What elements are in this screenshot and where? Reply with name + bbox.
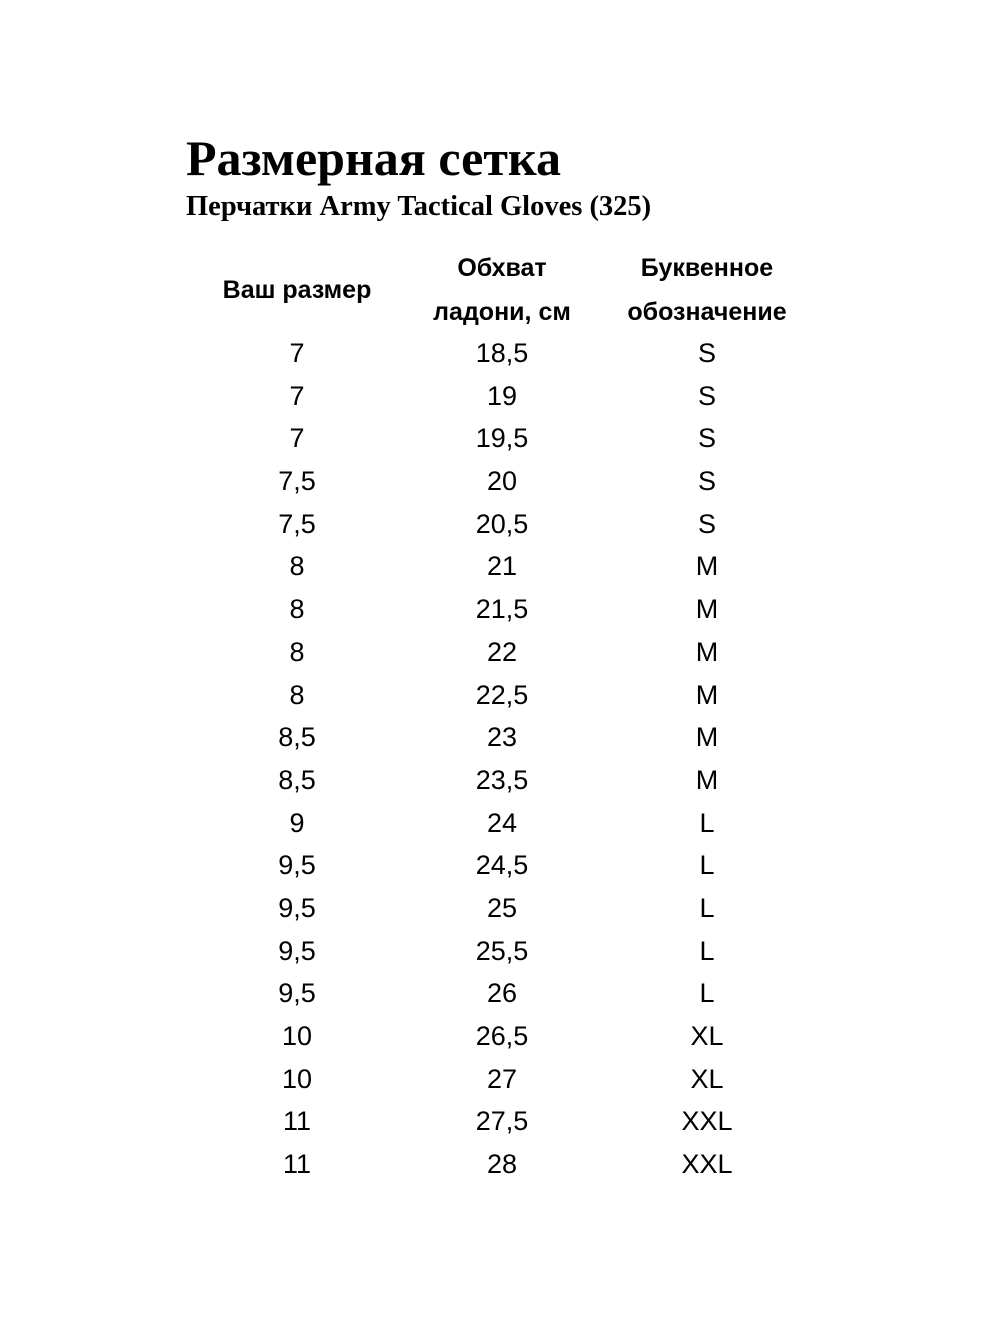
cell-girth: 21,5 [475,594,529,625]
table-row [0,545,1000,588]
column-header-letter-line2: обозначение [627,298,787,326]
table-row [0,1100,1000,1143]
cell-girth: 20,5 [475,508,529,539]
cell-letter: L [699,892,715,923]
cell-size: 11 [282,1106,312,1137]
cell-letter: S [697,466,716,497]
table-row [0,1015,1000,1058]
cell-letter: S [697,423,716,454]
table-row [0,674,1000,717]
table-row [0,1143,1000,1186]
cell-letter: L [699,978,715,1009]
cell-girth: 26,5 [475,1021,529,1051]
table-row [0,375,1000,418]
column-header-size [223,268,372,312]
cell-letter: M [695,551,719,582]
cell-girth: 23,5 [475,764,529,795]
cell-letter: M [695,594,719,625]
cell-size: 10 [281,1063,313,1094]
cell-girth: 24 [486,807,518,838]
table-row [0,759,1000,802]
cell-letter: S [697,338,716,368]
table-row [0,972,1000,1015]
page-title: Размерная сетка [186,130,561,186]
page-subtitle: Перчатки Army Tactical Gloves (325) [186,191,652,222]
cell-girth: 20 [486,466,518,497]
cell-girth: 25 [486,892,518,923]
cell-letter: M [695,636,719,667]
cell-size: 8 [289,594,305,625]
table-row [0,844,1000,887]
column-header-girth-line1: Обхват [457,254,547,282]
cell-size: 10 [281,1021,313,1051]
table-row [0,1058,1000,1101]
cell-letter: XXL [681,1149,733,1180]
cell-girth: 28 [486,1149,518,1180]
table-row [0,417,1000,460]
cell-size: 11 [282,1149,312,1180]
cell-girth: 22,5 [475,679,529,710]
table-row [0,631,1000,674]
column-header-letter-line1: Буквенное [640,254,774,282]
cell-letter: M [695,764,719,795]
cell-size: 9,5 [278,892,316,923]
cell-letter: L [699,807,715,838]
cell-girth: 22 [486,636,518,667]
cell-size: 9 [289,807,305,838]
cell-letter: XL [690,1021,724,1051]
size-table-body [0,332,1000,1186]
cell-size: 7 [289,380,305,411]
column-header-girth [433,246,571,334]
cell-letter: L [699,935,715,966]
cell-size: 7,5 [278,466,316,497]
cell-girth: 26 [486,978,518,1009]
cell-girth: 27 [486,1063,518,1094]
table-row [0,460,1000,503]
cell-size: 9,5 [278,935,316,966]
cell-letter: M [695,722,719,753]
table-row [0,588,1000,631]
cell-size: 8,5 [278,722,316,753]
cell-size: 7 [289,338,305,368]
cell-letter: XXL [681,1106,733,1137]
cell-girth: 18,5 [475,338,529,368]
cell-girth: 27,5 [475,1106,529,1137]
column-header-girth-line2: ладони, см [433,298,571,326]
cell-size: 8 [289,551,305,582]
cell-girth: 19 [486,380,518,411]
cell-girth: 19,5 [475,423,529,454]
cell-letter: L [699,850,715,881]
cell-size: 8,5 [278,764,316,795]
cell-letter: M [695,679,719,710]
cell-letter: XL [690,1063,724,1094]
cell-letter: S [697,380,716,411]
cell-letter: S [697,508,716,539]
cell-size: 7 [289,423,305,454]
column-header-letter [627,246,786,334]
table-row [0,802,1000,845]
cell-size: 9,5 [278,850,316,881]
column-header-size-label: Ваш размер [222,276,372,304]
table-row [0,930,1000,973]
cell-girth: 24,5 [475,850,529,881]
cell-size: 8 [289,636,305,667]
table-row [0,716,1000,759]
cell-girth: 21 [486,551,518,582]
table-row [0,887,1000,930]
cell-size: 9,5 [278,978,316,1009]
table-row [0,332,1000,375]
cell-girth: 23 [486,722,518,753]
cell-size: 7,5 [278,508,316,539]
cell-size: 8 [289,679,305,710]
table-row [0,503,1000,546]
cell-girth: 25,5 [475,935,529,966]
